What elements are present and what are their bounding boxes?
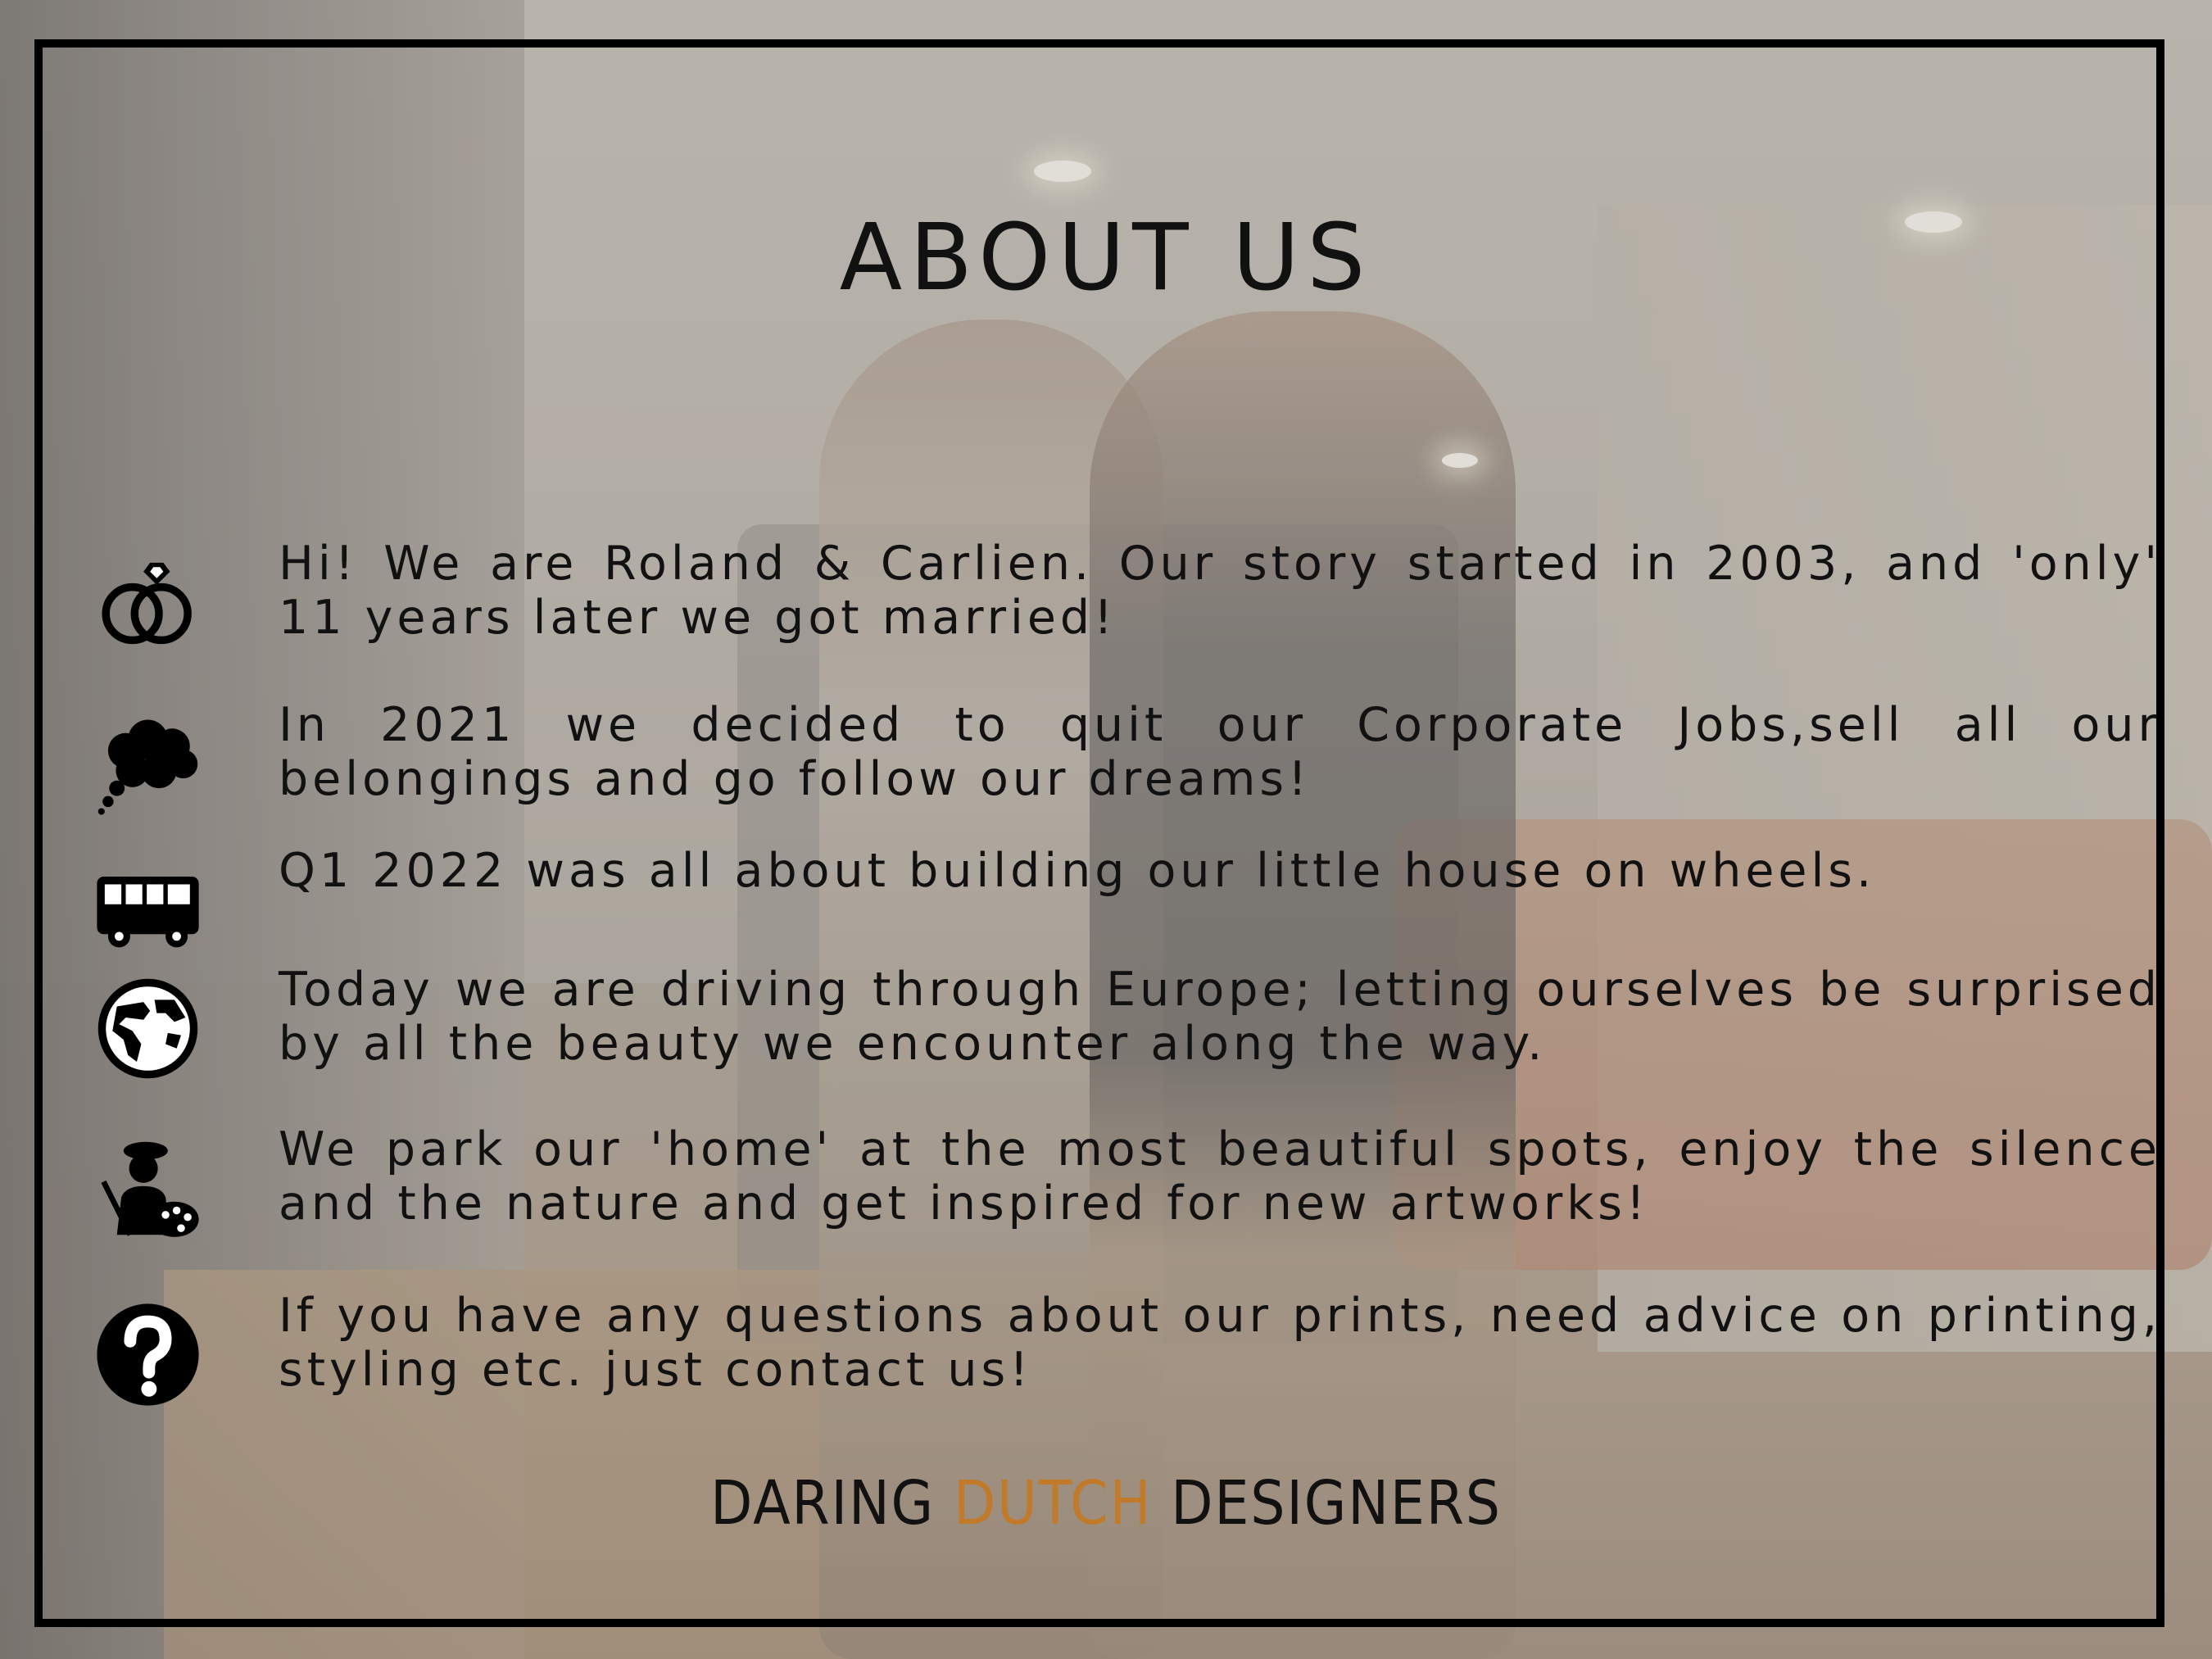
list-item [82, 537, 2161, 668]
globe-icon [82, 971, 213, 1086]
list-item [82, 844, 2089, 975]
question-icon [82, 1297, 213, 1412]
item-text: Today we are driving through Europe; letting ourselves be surprised by all the beauty we encounter along the way. [279, 963, 2161, 1071]
list-item [82, 1289, 2161, 1420]
brand-text-1: DARING [710, 1468, 954, 1539]
brand-text-2: DESIGNERS [1152, 1468, 1502, 1539]
item-text: We park our 'home' at the most beautiful spots, enjoy the silence and the nature and get inspired for new artworks! [279, 1122, 2161, 1231]
list-item [82, 1122, 2161, 1253]
brand-logo [111, 1468, 2101, 1539]
item-text: If you have any questions about our prints, need advice on printing, styling etc. just contact us! [279, 1289, 2161, 1397]
wedding-rings-icon [82, 545, 213, 660]
brand-text-accent: DUTCH [953, 1468, 1153, 1539]
list-item [82, 698, 2161, 829]
page-title: ABOUT US [839, 205, 1373, 311]
painter-icon [82, 1131, 213, 1245]
item-text: In 2021 we decided to quit our Corporate Jobs,sell all our belongings and go follow our dreams! [279, 698, 2161, 806]
bus-icon [82, 852, 213, 967]
item-text: Hi! We are Roland & Carlien. Our story started in 2003, and 'only' 11 years later we got married! [279, 537, 2161, 645]
item-text: Q1 2022 was all about building our little house on wheels. [279, 844, 1876, 898]
thought-cloud-icon [82, 706, 213, 821]
list-item [82, 963, 2161, 1094]
